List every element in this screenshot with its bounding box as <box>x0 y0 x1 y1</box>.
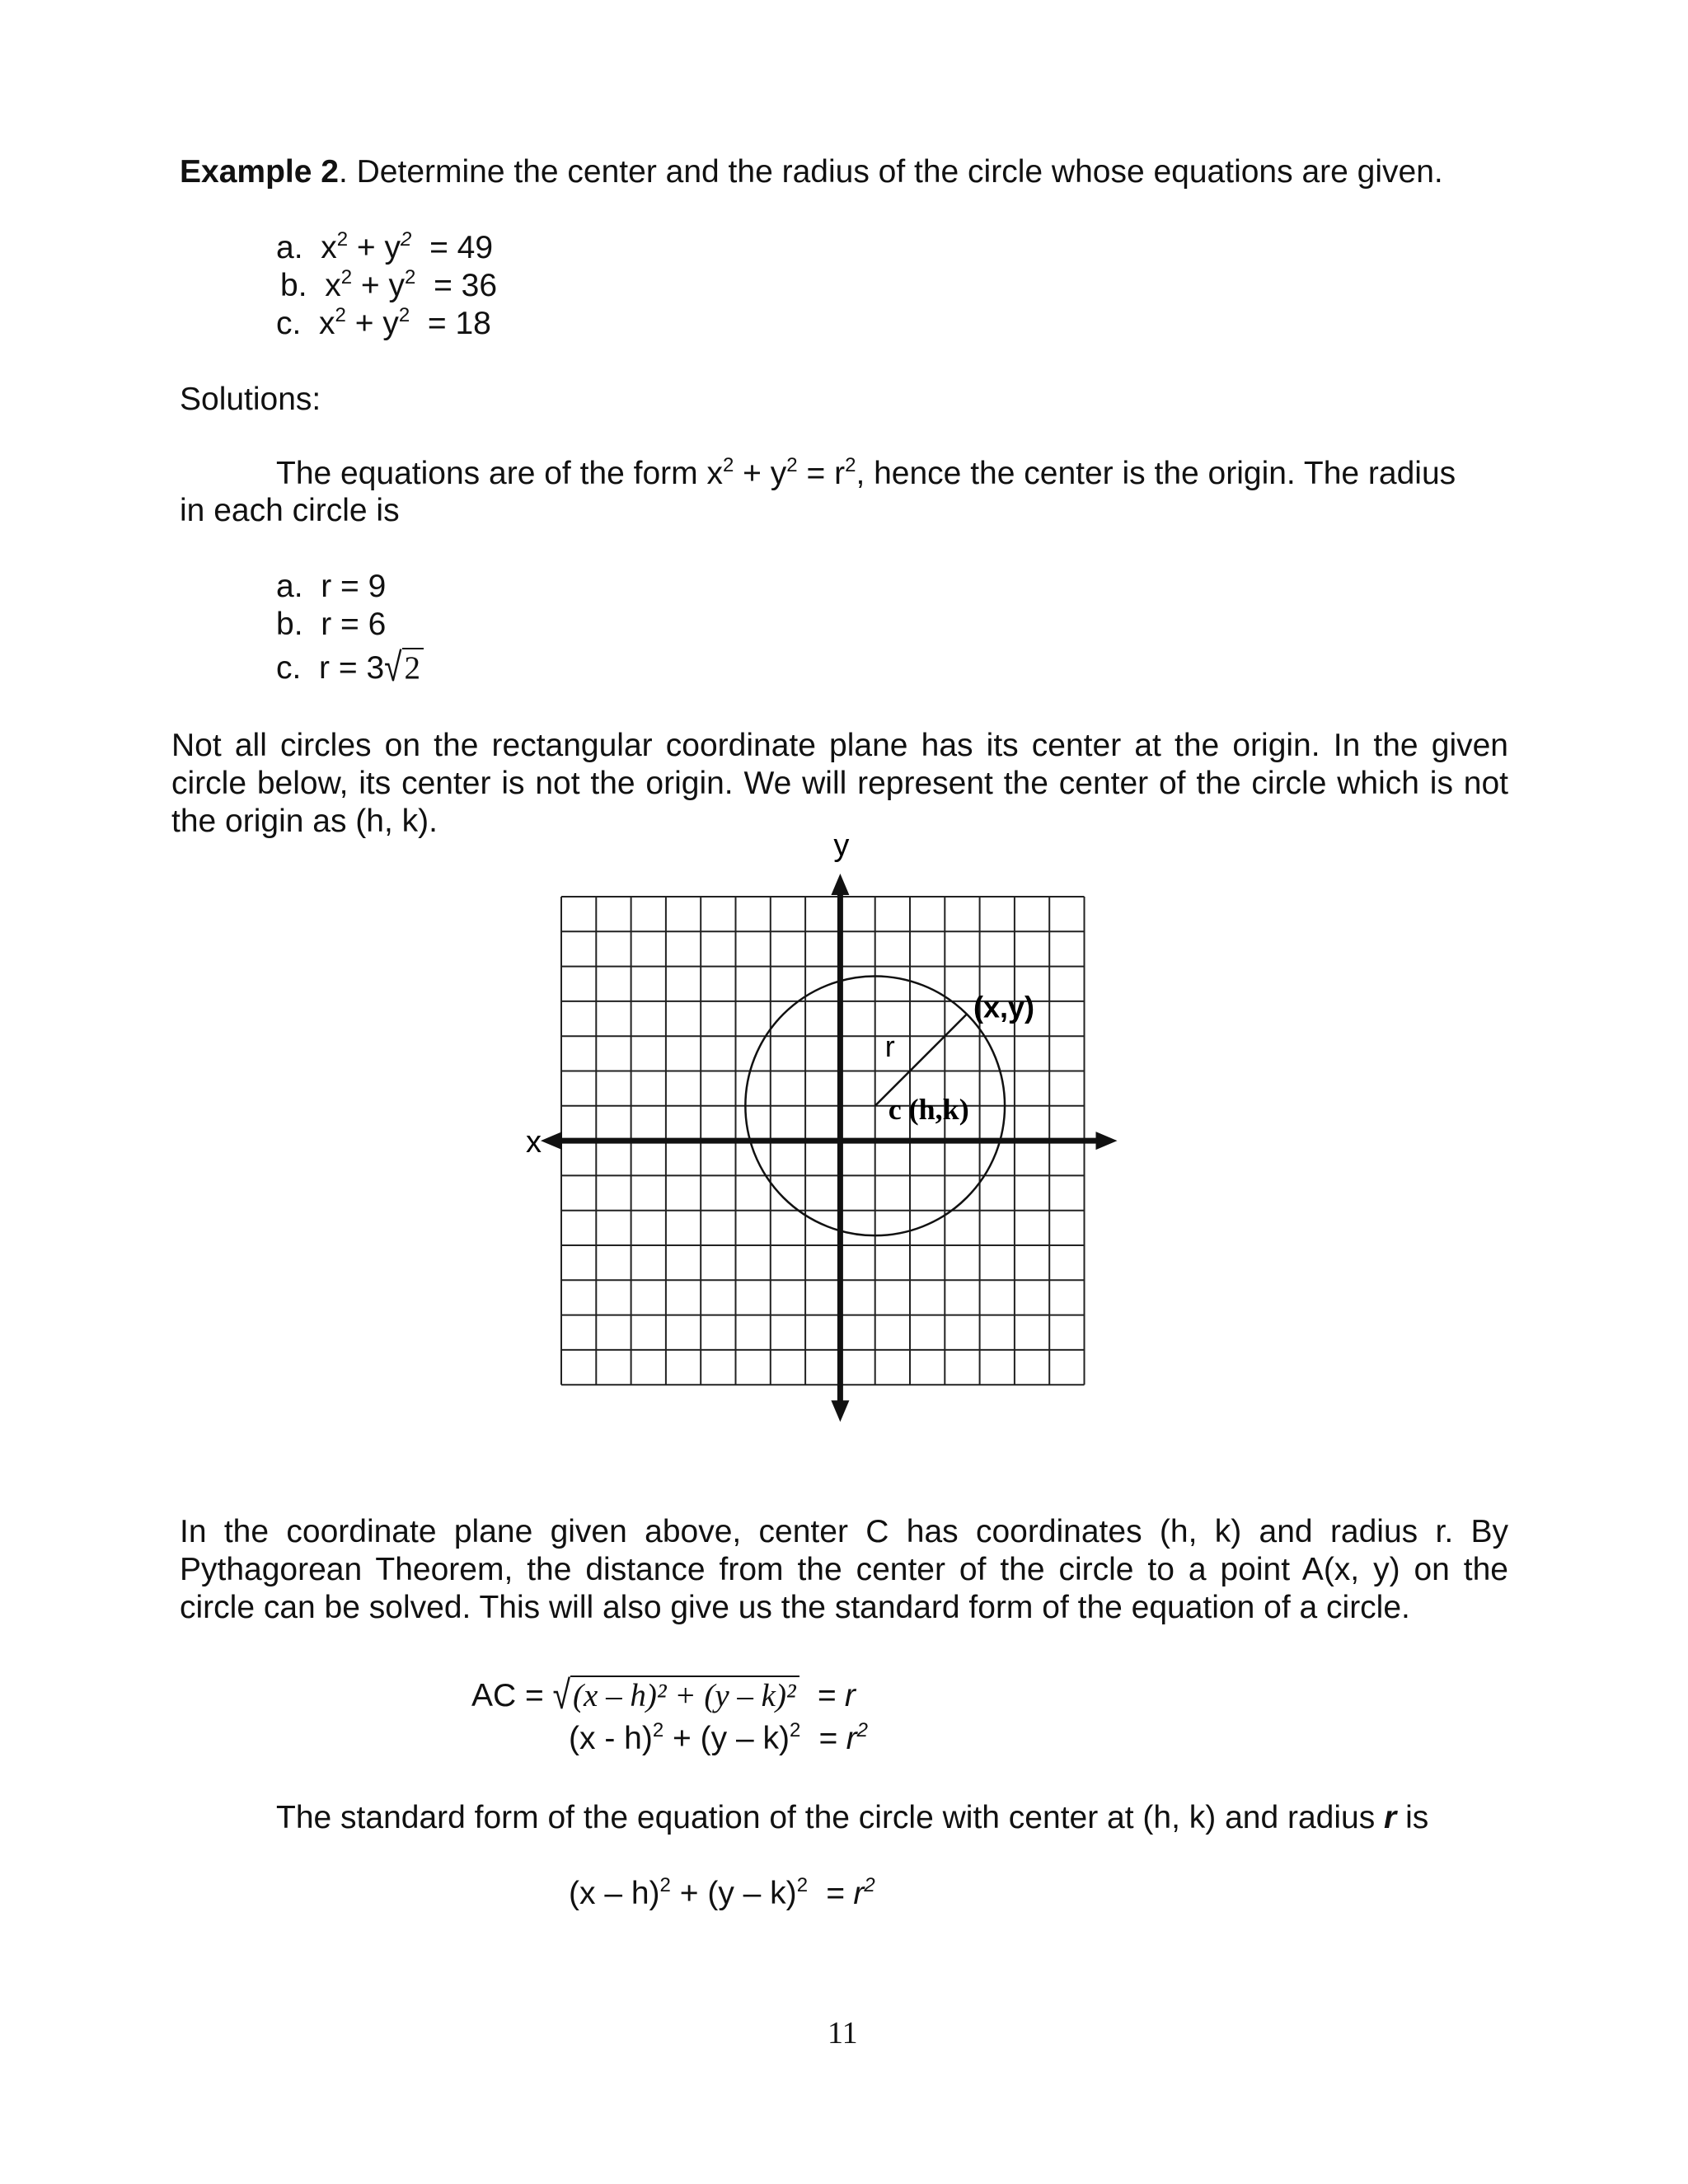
item-letter: c. <box>276 650 302 686</box>
squared-form: $(x - h)^2 + (y - k)^2 = r^2$ <box>569 1719 868 1756</box>
radius-value: r = 6 <box>321 607 387 642</box>
text: (x - h) <box>569 1721 653 1756</box>
text: = r <box>797 456 846 491</box>
item-letter: b. <box>280 268 307 303</box>
example-label: Example 2 <box>180 154 339 190</box>
text: , hence the center is the origin. The radius <box>856 456 1456 491</box>
radius-value: r = 3 <box>319 650 385 686</box>
solutions-paragraph-line1: The equations are of the form $x^2 + y^2 = r^2$, hence the center is the origin. The radius <box>276 454 1456 491</box>
standard-form-sentence <box>276 1799 1428 1837</box>
eq-y: + y <box>354 306 399 341</box>
rhs-r: = r <box>818 1721 857 1756</box>
text: + y <box>734 456 787 491</box>
distance-formula <box>471 1673 856 1718</box>
radius-value: r = 9 <box>321 569 387 604</box>
paragraph-center-not-origin: Not all circles on the rectangular coordinate plane has its center at the origin. In the given circle below, its center is not the origin. We will represent the center of the circle which is not the origin as (h, k). <box>171 728 1508 839</box>
x-axis-left-arrow <box>541 1132 562 1150</box>
y-axis-top-arrow <box>831 874 849 895</box>
standard-form-equation: $(x - h)^2 + (y - k)^2 = r^2$ <box>569 1874 875 1911</box>
solutions-heading: Solutions: <box>180 382 321 417</box>
item-letter: b. <box>276 607 303 642</box>
eq-y: + y <box>356 230 401 265</box>
rhs-r: = r <box>825 1876 865 1911</box>
rhs-r: = r <box>817 1678 856 1713</box>
y-axis-bottom-arrow <box>831 1400 849 1422</box>
equation-a: a. $x^2 + y^2 = 49$ <box>276 228 494 265</box>
page-number: 11 <box>828 2016 858 2050</box>
ac-label: AC = <box>471 1678 544 1713</box>
eq-rhs: = 49 <box>429 230 494 265</box>
eq-x: x <box>325 268 341 303</box>
text: + (y – k) <box>670 1876 797 1911</box>
sqrt-symbol: √(x – h)² + (y – k)² <box>553 1675 799 1715</box>
eq-rhs: = 36 <box>434 268 498 303</box>
axes <box>541 874 1118 1422</box>
sqrt-symbol: √2 <box>384 648 424 687</box>
y-axis-label: y <box>833 828 850 863</box>
x-axis-label: x <box>526 1125 542 1160</box>
item-letter: a. <box>276 230 303 265</box>
text: The standard form of the equation of the circle with center at (h, k) and radius <box>276 1800 1385 1835</box>
x-axis-right-arrow <box>1096 1132 1118 1150</box>
eq-rhs: = 18 <box>427 306 491 341</box>
equation-b: b. $x^2 + y^2 = 36$ <box>280 266 498 303</box>
example-prompt: . Determine the center and the radius of the circle whose equations are given. <box>338 154 1443 190</box>
item-letter: a. <box>276 569 303 604</box>
item-letter: c. <box>276 306 302 341</box>
text: (x – h) <box>569 1876 660 1911</box>
text: The equations are of the form x <box>276 456 723 491</box>
eq-x: x <box>319 306 335 341</box>
bold-r: r <box>1384 1800 1397 1835</box>
equation-c: c. $x^2 + y^2 = 18$ <box>276 304 491 341</box>
eq-y: + y <box>360 268 406 303</box>
paragraph-pythagorean: In the coordinate plane given above, center C has coordinates (h, k) and radius r. By Pythagorean Theorem, the distance from the center of the circle to a point A(x, y) on the circle can be solved. This will also give us the standard form of the equation of a circle. <box>180 1514 1508 1625</box>
radicand: (x – h)² + (y – k)² <box>570 1675 799 1715</box>
solutions-paragraph-line2: in each circle is <box>180 493 400 528</box>
point-label: (x,y) <box>973 990 1034 1024</box>
text: + (y – k) <box>663 1721 790 1756</box>
center-label: c (h,k) <box>888 1092 969 1126</box>
radicand: 2 <box>402 648 424 687</box>
text: is <box>1396 1800 1429 1835</box>
eq-x: x <box>321 230 337 265</box>
radius-label: r <box>884 1029 895 1063</box>
